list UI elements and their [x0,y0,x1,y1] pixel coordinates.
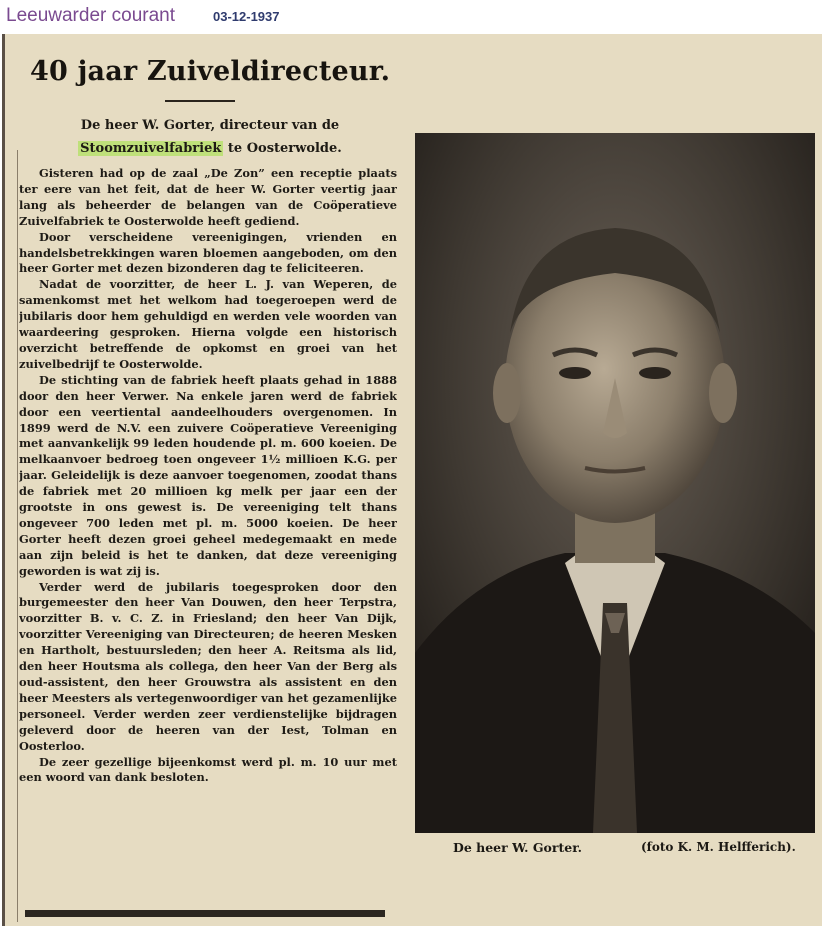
article-paragraph: Nadat de voorzitter, de heer L. J. van Weperen, de samenkomst met het welkom had toegeroepen werd de jubilaris door hem gehuldigd en werden vele woorden van waardeering gesproken. Hierna volgde een historisch overzicht betreffende de opkomst en groei van het zuivelbedrijf te Oosterwolde. [19,277,397,371]
source-header [0,0,824,34]
newspaper-title[interactable]: Leeuwarder courant [6,5,175,26]
article-headline: 40 jaar Zuiveldirecteur. [30,56,391,87]
article-paragraph: De stichting van de fabriek heeft plaats gehad in 1888 door den heer Verwer. Na enkele jaren werd de fabriek door een veertiental aandeelhouders overgenomen. In 1899 werd de N.V. een zuivere Coöperatieve Vereeniging met aanvankelijk 99 leden houdende pl. m. 600 koeien. De melkaanvoer bedroeg toen ongeveer 1½ millioen K.G. per jaar. Geleidelijk is deze aanvoer toegenomen, zoodat thans de fabriek met 20 millioen kg melk per jaar een der grootste in ons gewest is. De vereeniging telt thans ongeveer 700 leden met pl. m. 5000 koeien. De heer Gorter heeft dezen groei geheel medegemaakt en mede aan zijn beleid is het te danken, dat deze vereeniging geworden is wat zij is. [19,372,397,578]
publication-date: 03-12-1937 [213,9,280,24]
subhead-text-1: De heer W. Gorter, directeur van de [80,118,340,133]
portrait-image [415,133,815,833]
photo-credit: (foto K. M. Helfferich). [641,840,796,854]
article-paragraph: Door verscheidene vereenigingen, vrienden en handelsbetrekkingen waren bloemen aangeboden, om den heer Gorter met dezen bizonderen dag te feliciteeren. [19,229,397,276]
search-highlight: Stoomzuivelfabriek [80,141,222,156]
photo-caption: De heer W. Gorter. [453,840,582,855]
column-border [17,150,18,922]
portrait-photo [415,133,815,833]
headline-divider [165,100,235,102]
article-paragraph: De zeer gezellige bijeenkomst werd pl. m. 10 uur met een woord van dank besloten. [19,754,397,785]
article-body [19,166,397,904]
article-paragraph: Gisteren had op de zaal „De Zon” een receptie plaats ter eere van het feit, dat de heer W. Gorter veertig jaar lang als beheerder de belangen van de Coöperatieve Zuivelfabriek te Oosterwolde heeft gediend. [19,166,397,228]
article-end-rule [25,910,385,917]
article-subhead [25,114,395,160]
article-paragraph: Verder werd de jubilaris toegesproken door den burgemeester den heer Van Douwen, den heer Terpstra, voorzitter B. v. C. Z. in Friesland; den heer Van Dijk, voorzitter Vereeniging van Directeuren; de heeren Mesken en Hartholt, bestuursleden; den heer A. Reitsma als lid, den heer Houtsma als collega, den heer Van der Berg als oud-assistent, den heer Grouwstra als assistent en den heer Meesters als vertegenwoordiger van het gezamenlijke personeel. Verder werden zeer verdienstelijke bijdragen geleverd door de heeren van der Iest, Tolman en Oosterloo. [19,579,397,753]
newspaper-clipping [2,34,822,926]
subhead-text-2: te Oosterwolde. [227,141,342,156]
